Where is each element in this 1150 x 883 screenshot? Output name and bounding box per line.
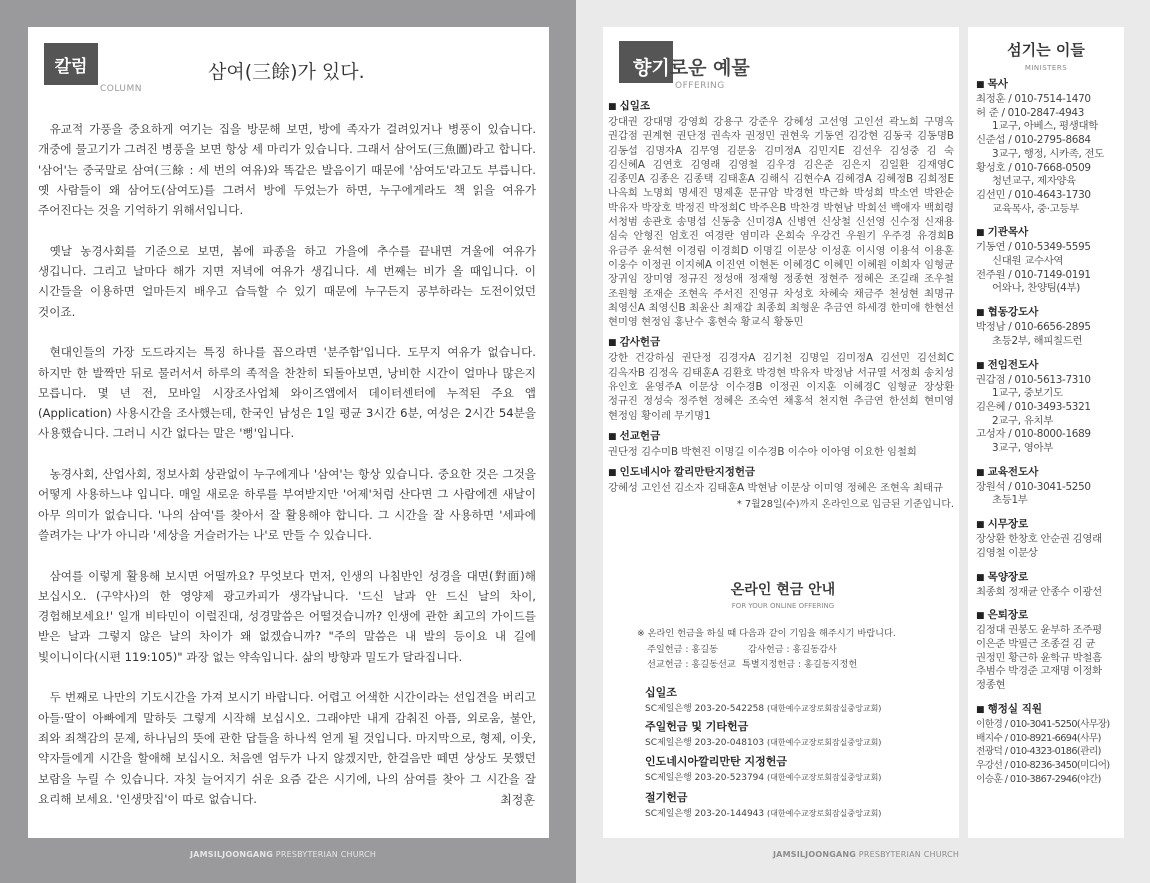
online-example: 주일헌금 : 홍길동: [647, 643, 719, 655]
account-number: [645, 701, 881, 714]
donor-names: 강대권 강대명 강영희 강용구 강준우 강혜성 고선영 고인선 곽노희 구명옥 권갑점 권계현 권단정 권속자 권정민 권현욱 기동연 김강현 김동국 김동명B 김동섭 김명자A 김무영 김문웅 김미정A 김민지E 김선우 김성중 김 숙 김신혜A 김연호 김영래 김영철 김우경 김은준 김은지 김일환 김재영C 김종민A 김종은 김종택 김태훈A 김해식 김현수A 김혜경A 김혜정B 김희정E 나옥희 노명희 명세진 명제훈 문규암 박경현 박근화 박성희 박소연 박완순 박유자 박장호 박정진 박정희C 박주은B 박찬경 박현남 박희선 백애자 백희령 서청범 송관호 송명섭 신동충 신미경A 신병연 신상철 신선영 신수정 신재용 심숙 안형진 엄호진 여경란 염미라 온희숙 우강건 우원기 우주경 유경희B 유금주 윤석현 이경림 이경희D 이명길 이문상 이성훈 이시영 이용석 이용훈 이웅수 이정권 이지혜A 이진연 이현돈 이혜경C 이혜민 이혜원 이희자 임형균 장귀임 장미영 정규진 정성애 정재형 정종현 정현주 정혜은 조길래 조우철 조원형 조재순 조현옥 주서진 진영규 차성호 차혜숙 채금주 천성현 최명규 최영신A 최영신B 최윤산 최재갑 최종희 최형운 추금연 하세경 한미애 한현선 현미영 현정임 홍난수 홍현숙 황교식 황동민: [608, 116, 954, 329]
account-holder: (대한예수교장로회잠실중앙교회): [767, 809, 882, 818]
online-example: 감사헌금 : 홍길동감사: [748, 643, 837, 655]
minister-line: 황성호 / 010-7668-0509: [976, 161, 1091, 174]
minister-line: 이은준 박필근 조종걸 김 균: [976, 637, 1096, 650]
minister-line: 이한경 / 010-3041-5250(사무장): [976, 718, 1110, 730]
minister-line: 신준섭 / 010-2795-8684: [976, 134, 1091, 147]
online-offering-subtitle: FOR YOUR ONLINE OFFERING: [731, 602, 835, 610]
account-bank: SC제일은행 203-20-144943: [645, 809, 765, 819]
account-holder: (대한예수교장로회잠실중앙교회): [767, 738, 882, 747]
column-author: 최정훈: [500, 793, 535, 807]
minister-line: 김선민 / 010-4643-1730: [976, 188, 1091, 201]
online-offering-title: 온라인 현금 안내: [730, 582, 836, 598]
minister-line: 우강선 / 010-8236-3450(미디어): [976, 759, 1110, 771]
column-paragraph: 현대인들의 가장 도드라지는 특징 하나를 꼽으라면 '분주함'입니다. 도무지 여유가 없습니다. 하지만 한 발짝만 뒤로 물러서서 하루의 족적을 찬찬히 되돌아보면, 낭비한 시간이 얼마나 많은지 모릅니다. 몇 년 전, 모바일 시장조사업체 와이즈앱에서 데이터센터에 누적된 주요 앱(Application) 사용시간을 조사했는데, 한국인 남성은 1일 평균 3시간 6분, 여성은 2시간 54분을 사용했습니다. 그러니 시간 없다는 말은 '뻥'입니다.: [38, 345, 536, 441]
donor-names: 강혜성 고인선 김소자 김태훈A 박현남 이문상 이미영 정혜은 조현옥 최태규: [608, 482, 943, 495]
minister-section: [976, 608, 1122, 693]
minister-line: 최종희 정재균 안종수 이광선: [976, 585, 1102, 598]
minister-line: 2교구, 유치부: [992, 414, 1054, 427]
account-season: [645, 790, 881, 819]
minister-section: [976, 225, 1122, 296]
account-number: [645, 735, 881, 748]
minister-line: 김정대 권봉도 윤부하 조주평: [976, 624, 1102, 637]
minister-line: 김은혜 / 010-3493-5321: [976, 400, 1091, 413]
offering-note: * 7월28일(수)까지 온라인으로 입금된 기준입니다.: [736, 498, 954, 510]
minister-line: 신대원 교수사역: [992, 255, 1064, 268]
online-example: 선교헌금 : 홍길동선교: [647, 659, 736, 670]
column-badge: 칼럼: [44, 43, 98, 85]
online-offering-instructions: [637, 626, 896, 673]
column-paragraph: 삼여를 이렇게 활용해 보시면 어떨까요? 무엇보다 먼저, 인생의 나침반인 성경을 대면(對面)해 보십시오. (구약사)의 한 영양제 광고카피가 생각납니다. '드신 날과 안 드신 날의 차이, 경험해보세요!' 일개 비타민이 이럴진대, 성경말씀은 어떨것습니까? 인생에 관한 최고의 가이드를 받은 날과 그렇지 않은 날의 차이가 왜 없겠습니까? "주의 말씀은 내 발의 등이요 내 길에 빛이니이다(시편 119:105)" 과장 없는 약속입니다. 삶의 방향과 밀도가 달라집니다.: [38, 568, 536, 664]
offering-section-tithe: [608, 99, 954, 329]
account-title: 인도네시아깔리만탄 지정헌금: [645, 755, 787, 768]
minister-section-heading: ■ 은퇴장로: [976, 608, 1122, 624]
minister-section-heading: ■ 협동강도사: [976, 305, 1122, 321]
account-number: [645, 770, 881, 783]
minister-line: 3교구, 행정, 시카족, 전도: [992, 147, 1104, 160]
minister-line: 장상환 한창호 안순권 김영래: [976, 533, 1102, 546]
minister-line: 어와나, 찬양팀(4부): [992, 282, 1080, 295]
minister-section: [976, 702, 1122, 787]
minister-line: 허 준 / 010-2847-4943: [976, 106, 1085, 119]
column-title: 삼여(三餘)가 있다.: [208, 61, 365, 83]
offering-list: [608, 99, 954, 518]
account-holder: (대한예수교장로회잠실중앙교회): [767, 704, 882, 713]
minister-section: [976, 570, 1122, 600]
account-tithe: [645, 685, 881, 714]
account-title: 절기헌금: [645, 791, 688, 804]
minister-line: 권갑점 / 010-5613-7310: [976, 373, 1091, 386]
minister-section: [976, 517, 1122, 560]
minister-line: 최정훈 / 010-7514-1470: [976, 93, 1091, 105]
ministers-title: 섬기는 이들: [1007, 41, 1085, 59]
offering-panel: [603, 27, 959, 838]
footer-church-bold: JAMSILJOONGANG: [190, 850, 274, 859]
minister-section-heading: ■ 교육전도사: [976, 465, 1122, 481]
minister-section: [976, 305, 1122, 348]
minister-line: 장원석 / 010-3041-5250: [976, 480, 1091, 493]
online-example-row: [637, 657, 896, 673]
minister-line: 고성자 / 010-8000-1689: [976, 428, 1091, 441]
minister-line: 교육목사, 중·고등부: [992, 202, 1079, 215]
offering-title-light: 향기: [633, 57, 670, 79]
account-bank: SC제일은행 203-20-048103: [645, 738, 765, 748]
ministers-subtitle: MINISTERS: [1024, 64, 1068, 72]
ministers-list: [976, 77, 1122, 795]
minister-section-heading: ■ 시무장로: [976, 517, 1122, 533]
column-paragraph: 농경사회, 산업사회, 정보사회 상관없이 누구에게나 '삼여'는 항상 있습니다. 중요한 것은 그것을 어떻게 사용하느냐 입니다. 매일 새로운 하루를 부여받지만 '어제'처럼 산다면 그 사람에겐 새날이 아무 의미가 없습니다. '나의 삼여'를 찾아서 잘 활용해야 합니다. 그 시간을 잘 사용하면 '세파에 쓸려가는 나'가 아니라 '세상을 거슬러가는 나'로 만들 수 있습니다.: [38, 467, 536, 542]
account-title: 십일조: [645, 686, 677, 699]
account-number: [645, 806, 881, 819]
footer-left: [190, 850, 376, 859]
offering-title-dark: 로운 예물: [669, 57, 750, 79]
column-paragraph: 옛날 농경사회를 기준으로 보면, 봄에 파종을 하고 가을에 추수를 끝내면 겨울에 여유가 생깁니다. 그리고 날마다 해가 지면 저녁에 여유가 생깁니다. 세 번째는 비가 올 때입니다. 이 시간들을 이용하면 얼마든지 배우고 습득할 수 있기 때문에 누구든지 공부하라는 도전이었던 것이죠.: [38, 243, 536, 319]
column-paragraph: 두 번째로 나만의 기도시간을 가져 보시기 바랍니다. 어렵고 어색한 시간이라는 선입견을 버리고 아들·딸이 아빠에게 말하듯 그렇게 시작해 보십시오. 그래야만 내게 감춰진 아픔, 외로움, 불안, 죄와 죄책감의 문제, 하나님의 뜻에 관한 답들을 하나씩 얻게 될 것입니다. 마지막으로, 형제, 이웃, 약자들에게 시간을 할애해 보십시오. 처음엔 엄두가 나지 않겠지만, 한걸음만 떼면 상상도 못했던 보람을 누릴 수 있습니다. 자칫 늘어지기 쉬운 요즘 같은 시기에, 나의 삼여를 찾아 그 시간을 잘 요리해 보세요. '인생맛집'이 따로 없습니다.: [38, 690, 536, 806]
column-body: [38, 119, 536, 829]
online-offering-header: [623, 579, 943, 610]
account-title: 주일헌금 및 기타헌금: [645, 720, 749, 733]
section-heading: ■ 선교헌금: [608, 429, 954, 445]
section-heading: ■ 감사헌금: [608, 335, 954, 351]
minister-line: 1교구, 중보기도: [992, 387, 1063, 400]
account-sunday: [645, 719, 881, 748]
minister-line: 전주원 / 010-7149-0191: [976, 268, 1091, 281]
account-bank: SC제일은행 203-20-542258: [645, 704, 765, 714]
minister-section-heading: ■ 행정실 직원: [976, 702, 1122, 718]
account-holder: (대한예수교장로회잠실중앙교회): [767, 773, 882, 782]
minister-section: [976, 358, 1122, 456]
online-notice: ※ 온라인 헌금을 하실 때 다음과 같이 기입을 해주시기 바랍니다.: [637, 628, 896, 639]
minister-section: [976, 465, 1122, 508]
minister-section-heading: ■ 목사: [976, 77, 1122, 93]
minister-line: 초등1부: [992, 494, 1028, 507]
offering-section-mission: [608, 429, 954, 459]
minister-line: 권정민 황근하 윤학규 박철흠: [976, 651, 1102, 664]
donor-names: 강한 건강하심 권단정 김경자A 김기천 김명일 김미정A 김선민 김선희C 김옥자B 김정옥 김태훈A 김환호 박경현 박유자 박정남 서규열 서정희 송치성 유인호 윤영주A 이문상 이수경B 이정권 이지훈 이혜경C 임형균 장상환 정규진 정성숙 정주현 정혜은 조숙연 채홍석 천지현 추금연 한선희 현미영 현정임 황이레 무기명1: [608, 352, 954, 422]
online-example: 특별지정헌금 : 홍길동지정헌: [741, 659, 858, 670]
minister-line: 김영철 이문상: [976, 546, 1038, 559]
offering-section-thanks: [608, 335, 954, 422]
footer-church-rest: PRESBYTERIAN CHURCH: [273, 850, 377, 859]
offering-subtitle: OFFERING: [675, 81, 725, 91]
footer-church-rest: PRESBYTERIAN CHURCH: [856, 850, 960, 859]
footer-right: [773, 850, 959, 859]
ministers-panel: [968, 27, 1124, 838]
minister-line: 1교구, 아베스, 평생대학: [992, 120, 1098, 133]
minister-line: 이승훈 / 010-3867-2946(야간): [976, 773, 1101, 785]
minister-section-heading: ■ 전임전도사: [976, 358, 1122, 374]
section-heading: ■ 십일조: [608, 99, 954, 115]
minister-line: 청년교구, 제자양육: [992, 175, 1076, 188]
minister-section-heading: ■ 기관목사: [976, 225, 1122, 241]
minister-line: 박정남 / 010-6656-2895: [976, 321, 1091, 334]
minister-section: [976, 77, 1122, 216]
minister-line: 전광덕 / 010-4323-0186(관리): [976, 746, 1101, 758]
minister-line: 3교구, 영아부: [992, 442, 1054, 455]
account-bank: SC제일은행 203-20-523794: [645, 773, 765, 783]
online-example-row: [637, 642, 896, 658]
minister-section-heading: ■ 목양장로: [976, 570, 1122, 586]
column-subtitle: COLUMN: [100, 84, 143, 94]
minister-line: 정종현: [976, 679, 1006, 692]
footer-church-bold: JAMSILJOONGANG: [773, 850, 857, 859]
minister-line: 배지수 / 010-8921-6694(사무): [976, 732, 1101, 744]
minister-line: 초등2부, 해피칠드런: [992, 334, 1083, 347]
minister-line: 추범수 박경준 고재명 이정화: [976, 665, 1102, 678]
offering-title: [633, 53, 750, 80]
donor-names: 권단정 김수미B 박현진 이명길 이수경B 이수아 이아영 이요한 임철희: [608, 445, 917, 458]
column-paragraph: 유교적 가풍을 중요하게 여기는 집을 방문해 보면, 방에 족자가 걸려있거나 병풍이 있습니다. 개중에 물고기가 그려진 병풍을 보면 항상 세 마리가 있습니다. 그래서 삼어도(三魚圖)라고 합니다. '삼어'는 중국말로 삼여(三餘 : 세 번의 여유)와 똑같은 발음이기 때문에 '삼여도'라고도 부릅니다. 옛 사람들이 왜 삼어도(삼여도)를 그려서 방에 두었는가 하면, 누구에게라도 책 읽을 여유가 주어진다는 것을 기억하기 위해서입니다.: [38, 122, 536, 218]
minister-line: 기동연 / 010-5349-5595: [976, 241, 1091, 254]
section-heading: ■ 인도네시아 깔리만탄지정헌금: [608, 465, 954, 481]
offering-section-indonesia: [608, 465, 954, 512]
column-panel: [28, 27, 549, 838]
account-indonesia: [645, 754, 881, 783]
